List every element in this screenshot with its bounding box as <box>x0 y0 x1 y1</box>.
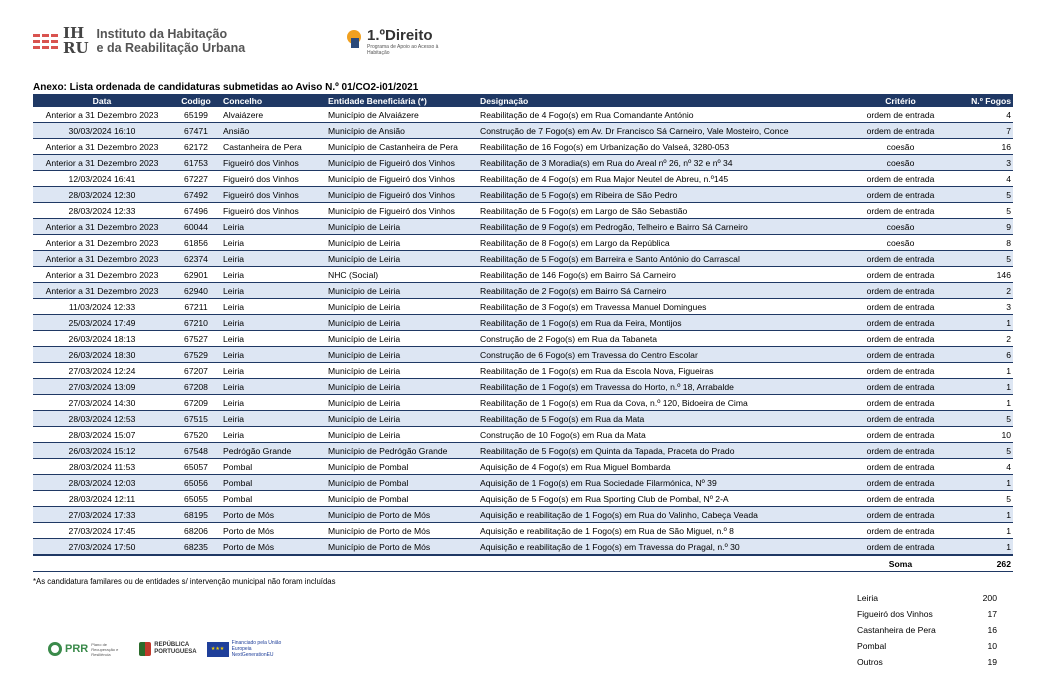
cell-designation: Reabilitação de 3 Moradia(s) em Rua do Areal nº 26, nº 32 e nº 34 <box>478 155 838 171</box>
summary-item <box>857 590 997 606</box>
cell-entity: Município de Pedrógão Grande <box>326 443 478 459</box>
cell-designation: Reabilitação de 9 Fogo(s) em Pedrogão, Telheiro e Bairro Sá Carneiro <box>478 219 838 235</box>
summary-value: 19 <box>987 657 997 667</box>
cell-units: 6 <box>963 347 1013 363</box>
cell-entity: Município de Figueiró dos Vinhos <box>326 187 478 203</box>
cell-units: 5 <box>963 187 1013 203</box>
table-row <box>33 203 1013 219</box>
table-body <box>33 107 1013 555</box>
direito-logo <box>345 28 442 56</box>
cell-designation: Reabilitação de 5 Fogo(s) em Ribeira de São Pedro <box>478 187 838 203</box>
cell-entity: Município de Leiria <box>326 299 478 315</box>
col-header-date: Data <box>33 94 171 107</box>
cell-designation: Construção de 10 Fogo(s) em Rua da Mata <box>478 427 838 443</box>
cell-designation: Aquisição e reabilitação de 1 Fogo(s) em Rua do Valinho, Cabeça Veada <box>478 507 838 523</box>
cell-entity: Município de Leiria <box>326 427 478 443</box>
cell-units: 5 <box>963 203 1013 219</box>
cell-code: 61753 <box>171 155 221 171</box>
cell-municipality: Leiria <box>221 283 326 299</box>
cell-municipality: Figueiró dos Vinhos <box>221 155 326 171</box>
cell-date: 28/03/2024 11:53 <box>33 459 171 475</box>
cell-units: 146 <box>963 267 1013 283</box>
cell-date: 27/03/2024 12:24 <box>33 363 171 379</box>
direito-subtitle: Programa de Apoio ao Acesso à Habitação <box>367 44 439 56</box>
cell-criterion: ordem de entrada <box>838 283 963 299</box>
cell-municipality: Leiria <box>221 395 326 411</box>
cell-entity: Município de Leiria <box>326 219 478 235</box>
cell-date: Anterior a 31 Dezembro 2023 <box>33 267 171 283</box>
portugal-flag-icon <box>139 642 151 656</box>
cell-criterion: coesão <box>838 235 963 251</box>
cell-code: 65057 <box>171 459 221 475</box>
table-row <box>33 139 1013 155</box>
direito-name: 1.ºDireito <box>367 27 433 44</box>
table-row <box>33 331 1013 347</box>
table-row <box>33 427 1013 443</box>
document-header <box>0 0 1064 80</box>
table-row <box>33 187 1013 203</box>
cell-criterion: ordem de entrada <box>838 123 963 139</box>
table-row <box>33 251 1013 267</box>
table-row <box>33 107 1013 123</box>
table-row <box>33 267 1013 283</box>
ihru-letters: IH RU <box>63 24 89 57</box>
table-row <box>33 219 1013 235</box>
cell-designation: Reabilitação de 5 Fogo(s) em Quinta da Tapada, Praceta do Prado <box>478 443 838 459</box>
col-header-entity: Entidade Beneficiária (*) <box>326 94 478 107</box>
summary-value: 17 <box>987 609 997 619</box>
summary-value: 10 <box>987 641 997 651</box>
summary-label: Castanheira de Pera <box>857 625 936 635</box>
cell-entity: Município de Leiria <box>326 331 478 347</box>
cell-code: 67515 <box>171 411 221 427</box>
footer-logos <box>48 640 282 658</box>
cell-entity: Município de Leiria <box>326 315 478 331</box>
cell-date: 28/03/2024 12:11 <box>33 491 171 507</box>
cell-criterion: ordem de entrada <box>838 347 963 363</box>
cell-code: 65056 <box>171 475 221 491</box>
ihru-logo <box>33 26 245 56</box>
cell-date: Anterior a 31 Dezembro 2023 <box>33 107 171 123</box>
cell-code: 67492 <box>171 187 221 203</box>
applications-table <box>33 94 1013 572</box>
table-row <box>33 459 1013 475</box>
prr-logo: PRR Plano de Recuperação e Resiliência <box>48 642 129 657</box>
cell-municipality: Leiria <box>221 331 326 347</box>
cell-criterion: coesão <box>838 219 963 235</box>
cell-date: Anterior a 31 Dezembro 2023 <box>33 139 171 155</box>
cell-designation: Aquisição de 5 Fogo(s) em Rua Sporting Club de Pombal, Nº 2-A <box>478 491 838 507</box>
eu-logo: ★★★ Financiado pela União Europeia NextGenerationEU <box>207 640 282 658</box>
cell-municipality: Figueiró dos Vinhos <box>221 187 326 203</box>
cell-municipality: Ansião <box>221 123 326 139</box>
cell-designation: Reabilitação de 5 Fogo(s) em Barreira e Santo António do Carrascal <box>478 251 838 267</box>
cell-units: 1 <box>963 523 1013 539</box>
cell-criterion: ordem de entrada <box>838 507 963 523</box>
summary-label: Pombal <box>857 641 887 651</box>
table-row <box>33 411 1013 427</box>
cell-code: 61856 <box>171 235 221 251</box>
cell-units: 5 <box>963 411 1013 427</box>
cell-criterion: ordem de entrada <box>838 379 963 395</box>
cell-date: 11/03/2024 12:33 <box>33 299 171 315</box>
cell-municipality: Leiria <box>221 251 326 267</box>
cell-criterion: ordem de entrada <box>838 299 963 315</box>
cell-municipality: Porto de Mós <box>221 523 326 539</box>
cell-municipality: Leiria <box>221 379 326 395</box>
cell-municipality: Leiria <box>221 411 326 427</box>
table-row <box>33 299 1013 315</box>
cell-criterion: ordem de entrada <box>838 171 963 187</box>
cell-units: 5 <box>963 491 1013 507</box>
cell-units: 7 <box>963 123 1013 139</box>
cell-code: 67209 <box>171 395 221 411</box>
cell-municipality: Porto de Mós <box>221 539 326 556</box>
cell-date: 27/03/2024 13:09 <box>33 379 171 395</box>
cell-municipality: Leiria <box>221 299 326 315</box>
cell-criterion: ordem de entrada <box>838 539 963 556</box>
sum-label: Soma <box>838 555 963 572</box>
cell-designation: Reabilitação de 146 Fogo(s) em Bairro Sá Carneiro <box>478 267 838 283</box>
table-row <box>33 379 1013 395</box>
cell-municipality: Leiria <box>221 315 326 331</box>
cell-municipality: Figueiró dos Vinhos <box>221 171 326 187</box>
cell-criterion: ordem de entrada <box>838 107 963 123</box>
cell-municipality: Leiria <box>221 363 326 379</box>
table-row <box>33 235 1013 251</box>
sum-row <box>33 555 1013 572</box>
cell-designation: Construção de 2 Fogo(s) em Rua da Tabaneta <box>478 331 838 347</box>
cell-entity: Município de Pombal <box>326 459 478 475</box>
table-header-row <box>33 94 1013 107</box>
cell-entity: Município de Figueiró dos Vinhos <box>326 155 478 171</box>
summary-list <box>857 590 997 670</box>
cell-units: 1 <box>963 475 1013 491</box>
col-header-criterion: Critério <box>838 94 963 107</box>
summary-item <box>857 622 997 638</box>
cell-code: 67227 <box>171 171 221 187</box>
summary-item <box>857 638 997 654</box>
cell-entity: Município de Leiria <box>326 411 478 427</box>
cell-entity: Município de Leiria <box>326 283 478 299</box>
cell-entity: Município de Leiria <box>326 395 478 411</box>
cell-date: 28/03/2024 12:53 <box>33 411 171 427</box>
cell-municipality: Porto de Mós <box>221 507 326 523</box>
cell-municipality: Figueiró dos Vinhos <box>221 203 326 219</box>
cell-entity: Município de Figueiró dos Vinhos <box>326 203 478 219</box>
cell-criterion: ordem de entrada <box>838 491 963 507</box>
cell-municipality: Pedrógão Grande <box>221 443 326 459</box>
cell-entity: Município de Leiria <box>326 347 478 363</box>
cell-designation: Aquisição e reabilitação de 1 Fogo(s) em Rua de São Miguel, n.º 8 <box>478 523 838 539</box>
table-row <box>33 539 1013 556</box>
cell-units: 4 <box>963 107 1013 123</box>
cell-code: 68235 <box>171 539 221 556</box>
cell-date: 26/03/2024 18:30 <box>33 347 171 363</box>
ihru-name: Instituto da Habitação e da Reabilitação Urbana <box>96 27 246 55</box>
cell-entity: Município de Porto de Mós <box>326 523 478 539</box>
cell-municipality: Leiria <box>221 219 326 235</box>
cell-units: 4 <box>963 171 1013 187</box>
cell-designation: Reabilitação de 8 Fogo(s) em Largo da República <box>478 235 838 251</box>
cell-code: 67548 <box>171 443 221 459</box>
table-row <box>33 523 1013 539</box>
cell-code: 62172 <box>171 139 221 155</box>
cell-criterion: ordem de entrada <box>838 459 963 475</box>
col-header-designation: Designação <box>478 94 838 107</box>
cell-entity: Município de Porto de Mós <box>326 507 478 523</box>
sum-value: 262 <box>963 555 1013 572</box>
cell-entity: Município de Leiria <box>326 235 478 251</box>
cell-date: Anterior a 31 Dezembro 2023 <box>33 251 171 267</box>
house-icon <box>345 28 363 50</box>
cell-criterion: coesão <box>838 139 963 155</box>
cell-date: 26/03/2024 18:13 <box>33 331 171 347</box>
col-header-code: Codigo <box>171 94 221 107</box>
table-row <box>33 171 1013 187</box>
cell-entity: Município de Leiria <box>326 379 478 395</box>
annex-title: Anexo: Lista ordenada de candidaturas submetidas ao Aviso N.º 01/CO2-i01/2021 <box>33 82 419 93</box>
summary-item <box>857 654 997 670</box>
cell-criterion: ordem de entrada <box>838 363 963 379</box>
cell-code: 67496 <box>171 203 221 219</box>
table-row <box>33 443 1013 459</box>
cell-designation: Reabilitação de 1 Fogo(s) em Travessa do Horto, n.º 18, Arrabalde <box>478 379 838 395</box>
cell-municipality: Leiria <box>221 427 326 443</box>
cell-entity: Município de Castanheira de Pera <box>326 139 478 155</box>
cell-units: 3 <box>963 155 1013 171</box>
cell-municipality: Leiria <box>221 267 326 283</box>
cell-municipality: Alvaiázere <box>221 107 326 123</box>
cell-units: 8 <box>963 235 1013 251</box>
cell-criterion: ordem de entrada <box>838 443 963 459</box>
cell-code: 65199 <box>171 107 221 123</box>
cell-designation: Reabilitação de 4 Fogo(s) em Rua Major Neutel de Abreu, n.º145 <box>478 171 838 187</box>
cell-date: Anterior a 31 Dezembro 2023 <box>33 219 171 235</box>
table-row <box>33 283 1013 299</box>
cell-code: 67207 <box>171 363 221 379</box>
cell-designation: Construção de 6 Fogo(s) em Travessa do Centro Escolar <box>478 347 838 363</box>
cell-municipality: Leiria <box>221 347 326 363</box>
cell-municipality: Leiria <box>221 235 326 251</box>
table-row <box>33 363 1013 379</box>
cell-units: 1 <box>963 539 1013 556</box>
cell-units: 3 <box>963 299 1013 315</box>
cell-units: 16 <box>963 139 1013 155</box>
cell-criterion: ordem de entrada <box>838 251 963 267</box>
cell-date: 26/03/2024 15:12 <box>33 443 171 459</box>
cell-code: 67527 <box>171 331 221 347</box>
cell-code: 62940 <box>171 283 221 299</box>
table-row <box>33 347 1013 363</box>
table-row <box>33 123 1013 139</box>
cell-code: 67208 <box>171 379 221 395</box>
cell-code: 67211 <box>171 299 221 315</box>
cell-date: 25/03/2024 17:49 <box>33 315 171 331</box>
cell-criterion: ordem de entrada <box>838 331 963 347</box>
cell-designation: Reabilitação de 16 Fogo(s) em Urbanização do Valseá, 3280-053 <box>478 139 838 155</box>
cell-designation: Aquisição de 4 Fogo(s) em Rua Miguel Bombarda <box>478 459 838 475</box>
cell-units: 1 <box>963 363 1013 379</box>
table-row <box>33 155 1013 171</box>
cell-units: 4 <box>963 459 1013 475</box>
cell-code: 62901 <box>171 267 221 283</box>
cell-criterion: ordem de entrada <box>838 267 963 283</box>
cell-entity: NHC (Social) <box>326 267 478 283</box>
cell-code: 67210 <box>171 315 221 331</box>
cell-date: Anterior a 31 Dezembro 2023 <box>33 235 171 251</box>
cell-code: 68206 <box>171 523 221 539</box>
cell-entity: Município de Porto de Mós <box>326 539 478 556</box>
cell-designation: Reabilitação de 1 Fogo(s) em Rua da Cova, n.º 120, Bidoeira de Cima <box>478 395 838 411</box>
col-header-units: N.º Fogos <box>963 94 1013 107</box>
cell-date: 28/03/2024 15:07 <box>33 427 171 443</box>
cell-units: 9 <box>963 219 1013 235</box>
cell-date: 27/03/2024 17:33 <box>33 507 171 523</box>
cell-criterion: ordem de entrada <box>838 427 963 443</box>
cell-code: 67471 <box>171 123 221 139</box>
cell-date: 28/03/2024 12:03 <box>33 475 171 491</box>
cell-municipality: Pombal <box>221 491 326 507</box>
cell-entity: Município de Pombal <box>326 475 478 491</box>
cell-designation: Aquisição e reabilitação de 1 Fogo(s) em Travessa do Pragal, n.º 30 <box>478 539 838 556</box>
summary-label: Leiria <box>857 593 879 603</box>
col-header-municipality: Concelho <box>221 94 326 107</box>
summary-item <box>857 606 997 622</box>
cell-municipality: Pombal <box>221 459 326 475</box>
cell-date: 28/03/2024 12:33 <box>33 203 171 219</box>
cell-entity: Município de Ansião <box>326 123 478 139</box>
cell-designation: Reabilitação de 4 Fogo(s) em Rua Comandante António <box>478 107 838 123</box>
table-row <box>33 475 1013 491</box>
cell-date: 28/03/2024 12:30 <box>33 187 171 203</box>
cell-units: 1 <box>963 379 1013 395</box>
cell-designation: Reabilitação de 2 Fogo(s) em Bairro Sá Carneiro <box>478 283 838 299</box>
cell-designation: Reabilitação de 1 Fogo(s) em Rua da Feira, Montijos <box>478 315 838 331</box>
table-row <box>33 315 1013 331</box>
cell-municipality: Castanheira de Pera <box>221 139 326 155</box>
cell-code: 68195 <box>171 507 221 523</box>
cell-units: 5 <box>963 251 1013 267</box>
eu-flag-icon: ★★★ <box>207 642 229 657</box>
cell-designation: Aquisição de 1 Fogo(s) em Rua Sociedade Filarmónica, Nº 39 <box>478 475 838 491</box>
table-row <box>33 491 1013 507</box>
table-row <box>33 395 1013 411</box>
cell-date: 27/03/2024 14:30 <box>33 395 171 411</box>
cell-designation: Reabilitação de 3 Fogo(s) em Travessa Manuel Domingues <box>478 299 838 315</box>
summary-value: 200 <box>982 593 997 603</box>
cell-units: 1 <box>963 395 1013 411</box>
cell-code: 65055 <box>171 491 221 507</box>
cell-units: 1 <box>963 507 1013 523</box>
ihru-bars-icon <box>33 34 59 49</box>
footnote: *As candidatura familares ou de entidades s/ intervenção municipal não foram incluídas <box>33 577 336 586</box>
cell-units: 2 <box>963 283 1013 299</box>
cell-designation: Construção de 7 Fogo(s) em Av. Dr Francisco Sá Carneiro, Vale Mosteiro, Conce <box>478 123 838 139</box>
cell-date: Anterior a 31 Dezembro 2023 <box>33 283 171 299</box>
cell-code: 62374 <box>171 251 221 267</box>
cell-criterion: ordem de entrada <box>838 411 963 427</box>
cell-entity: Município de Figueiró dos Vinhos <box>326 171 478 187</box>
cell-criterion: ordem de entrada <box>838 523 963 539</box>
summary-label: Outros <box>857 657 883 667</box>
summary-label: Figueiró dos Vinhos <box>857 609 933 619</box>
cell-designation: Reabilitação de 5 Fogo(s) em Rua da Mata <box>478 411 838 427</box>
cell-date: Anterior a 31 Dezembro 2023 <box>33 155 171 171</box>
cell-date: 12/03/2024 16:41 <box>33 171 171 187</box>
cell-entity: Município de Leiria <box>326 363 478 379</box>
summary-value: 16 <box>987 625 997 635</box>
republica-logo: REPÚBLICA PORTUGUESA <box>139 642 196 656</box>
cell-criterion: ordem de entrada <box>838 475 963 491</box>
cell-criterion: ordem de entrada <box>838 203 963 219</box>
prr-circle-icon <box>48 642 62 656</box>
cell-units: 5 <box>963 443 1013 459</box>
cell-designation: Reabilitação de 1 Fogo(s) em Rua da Escola Nova, Figueiras <box>478 363 838 379</box>
cell-code: 67529 <box>171 347 221 363</box>
cell-units: 2 <box>963 331 1013 347</box>
cell-criterion: ordem de entrada <box>838 187 963 203</box>
cell-entity: Município de Leiria <box>326 251 478 267</box>
cell-date: 27/03/2024 17:50 <box>33 539 171 556</box>
cell-designation: Reabilitação de 5 Fogo(s) em Largo de São Sebastião <box>478 203 838 219</box>
cell-date: 27/03/2024 17:45 <box>33 523 171 539</box>
cell-units: 1 <box>963 315 1013 331</box>
cell-entity: Município de Pombal <box>326 491 478 507</box>
cell-entity: Município de Alvaiázere <box>326 107 478 123</box>
cell-code: 67520 <box>171 427 221 443</box>
table-row <box>33 507 1013 523</box>
cell-date: 30/03/2024 16:10 <box>33 123 171 139</box>
cell-code: 60044 <box>171 219 221 235</box>
cell-municipality: Pombal <box>221 475 326 491</box>
cell-criterion: ordem de entrada <box>838 395 963 411</box>
cell-criterion: ordem de entrada <box>838 315 963 331</box>
cell-units: 10 <box>963 427 1013 443</box>
cell-criterion: coesão <box>838 155 963 171</box>
